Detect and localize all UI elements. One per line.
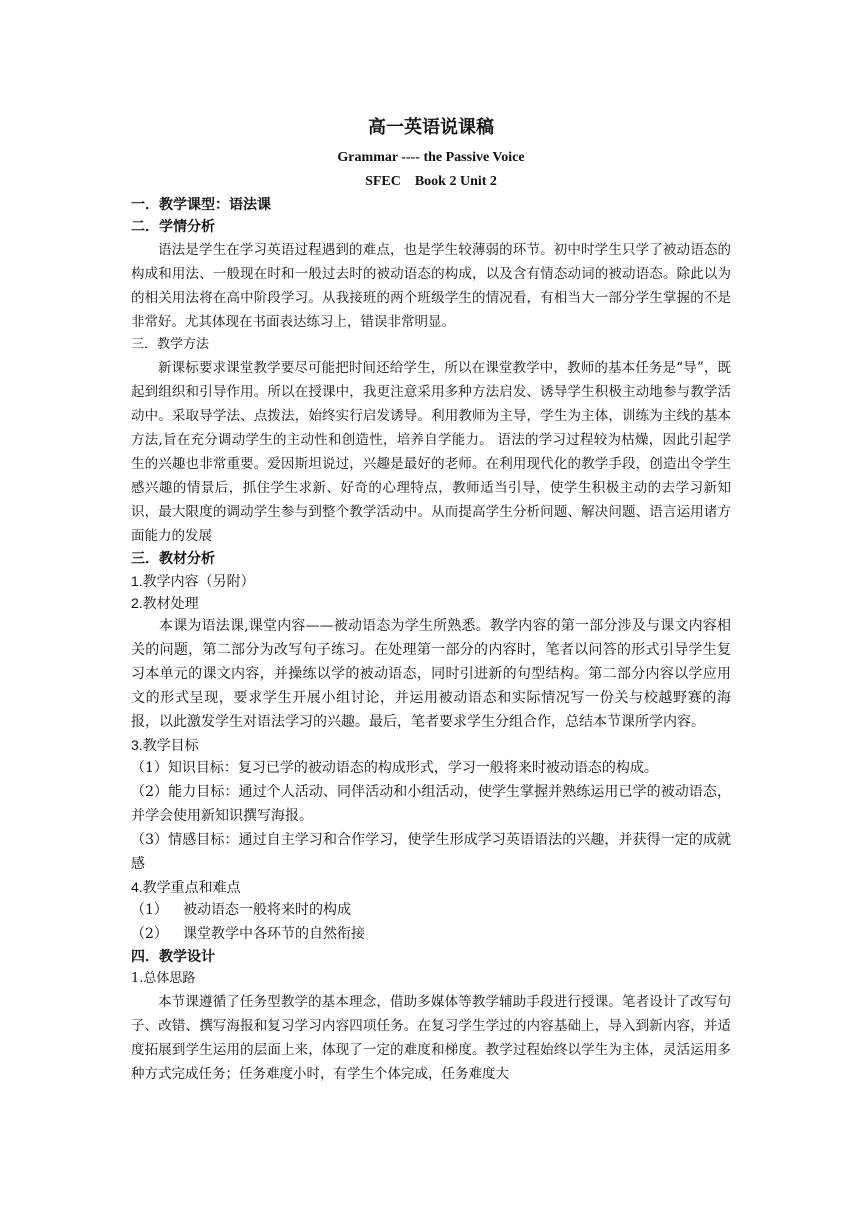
section-teaching-design: 四．教学设计 [131, 949, 215, 965]
section-teaching-method: 三．教学方法 [131, 337, 210, 352]
subsection-material-handling: 2.教材处理 [131, 595, 199, 611]
paragraph-teaching-method: 新课标要求课堂教学要尽可能把时间还给学生，所以在课堂教学中，教师的基本任务是“导”，既起到组织和引导作用。所以在授课中，我更注意采用多种方法启发、诱导学生积极主动地参与教学活动中。采取导学法、点拨法，始终实行启发诱导。利用教师为主导，学生为主体，训练为主线的基本方法,旨在充分调动学生的主动性和创造性，培养自学能力。 语法的学习过程较为枯燥，因此引起学生的兴趣也非常重要。爱因斯坦说过，兴趣是最好的老师。在利用现代化的教学手段，创造出令学生感兴趣的情景后，抓住学生求新、好奇的心理特点，教师适当引导，使学生积极主动的去学习新知识，最大限度的调动学生参与到整个教学活动中。从而提高学生分析问题、解决问题、语言运用诸方面能力的发展 [131, 360, 731, 544]
subsection-teaching-content: 1.教学内容（另附） [131, 573, 255, 589]
subsection-teaching-goals: 3.教学目标 [131, 737, 199, 753]
key-point-item [131, 922, 731, 946]
document-subtitle-book: SFEC Book 2 Unit 2 [365, 174, 497, 189]
goal-emotion: （3）情感目标：通过自主学习和合作学习，使学生形成学习英语语法的兴趣，并获得一定的成就感 [131, 832, 731, 872]
section-student-analysis: 二．学情分析 [131, 219, 215, 235]
document-body [131, 112, 731, 1086]
document-subtitle-topic: Grammar ---- the Passive Voice [337, 150, 525, 165]
key-point-number: （1） [131, 902, 168, 918]
paragraph-student-analysis: 语法是学生在学习英语过程遇到的难点，也是学生较薄弱的环节。初中时学生只学了被动语态的构成和用法、一般现在时和一般过去时的被动语态的构成，以及含有情态动词的被动语态。除此以为的相关用法将在高中阶段学习。从我接班的两个班级学生的情况看，有相当大一部分学生掌握的不是非常好。尤其体现在书面表达练习上，错误非常明显。 [131, 242, 731, 330]
key-point-text: 课堂教学中各环节的自然衔接 [183, 926, 365, 942]
key-point-text: 被动语态一般将来时的构成 [183, 902, 351, 918]
goal-ability: （2）能力目标：通过个人活动、同伴活动和小组活动，使学生掌握并熟练运用已学的被动语态，并学会使用新知识撰写海报。 [131, 784, 731, 824]
subsection-key-points: 4.教学重点和难点 [131, 879, 241, 895]
section-material-analysis: 三．教材分析 [131, 551, 215, 567]
paragraph-material-handling: 本课为语法课,课堂内容——被动语态为学生所熟悉。教学内容的第一部分涉及与课文内容相关的问题，第二部分为改写句子练习。在处理第一部分的内容时，笔者以问答的形式引导学生复习本单元的课文内容，并操练以学的被动语态，同时引进新的句型结构。第二部分内容以学应用文的形式呈现，要求学生开展小组讨论，并运用被动语态和实际情况写一份关与校越野赛的海报，以此激发学生对语法学习的兴趣。最后，笔者要求学生分组合作，总结本节课所学内容。 [131, 618, 731, 730]
section-lesson-type: 一．教学课型：语法课 [131, 197, 271, 213]
subsection-overall-idea: 1.总体思路 [131, 971, 196, 986]
key-point-item [131, 898, 731, 922]
document-title: 高一英语说课稿 [368, 117, 494, 138]
key-point-number: （2） [131, 926, 168, 942]
paragraph-overall-idea: 本节课遵循了任务型教学的基本理念，借助多媒体等教学辅助手段进行授课。笔者设计了改写句子、改错、撰写海报和复习学习内容四项任务。在复习学生学过的内容基础上，导入到新内容，并适度拓展到学生运用的层面上来，体现了一定的难度和梯度。教学过程始终以学生为主体，灵活运用多种方式完成任务；任务难度小时，有学生个体完成，任务难度大 [131, 994, 731, 1082]
goal-knowledge: （1）知识目标：复习已学的被动语态的构成形式，学习一般将来时被动语态的构成。 [131, 760, 658, 776]
